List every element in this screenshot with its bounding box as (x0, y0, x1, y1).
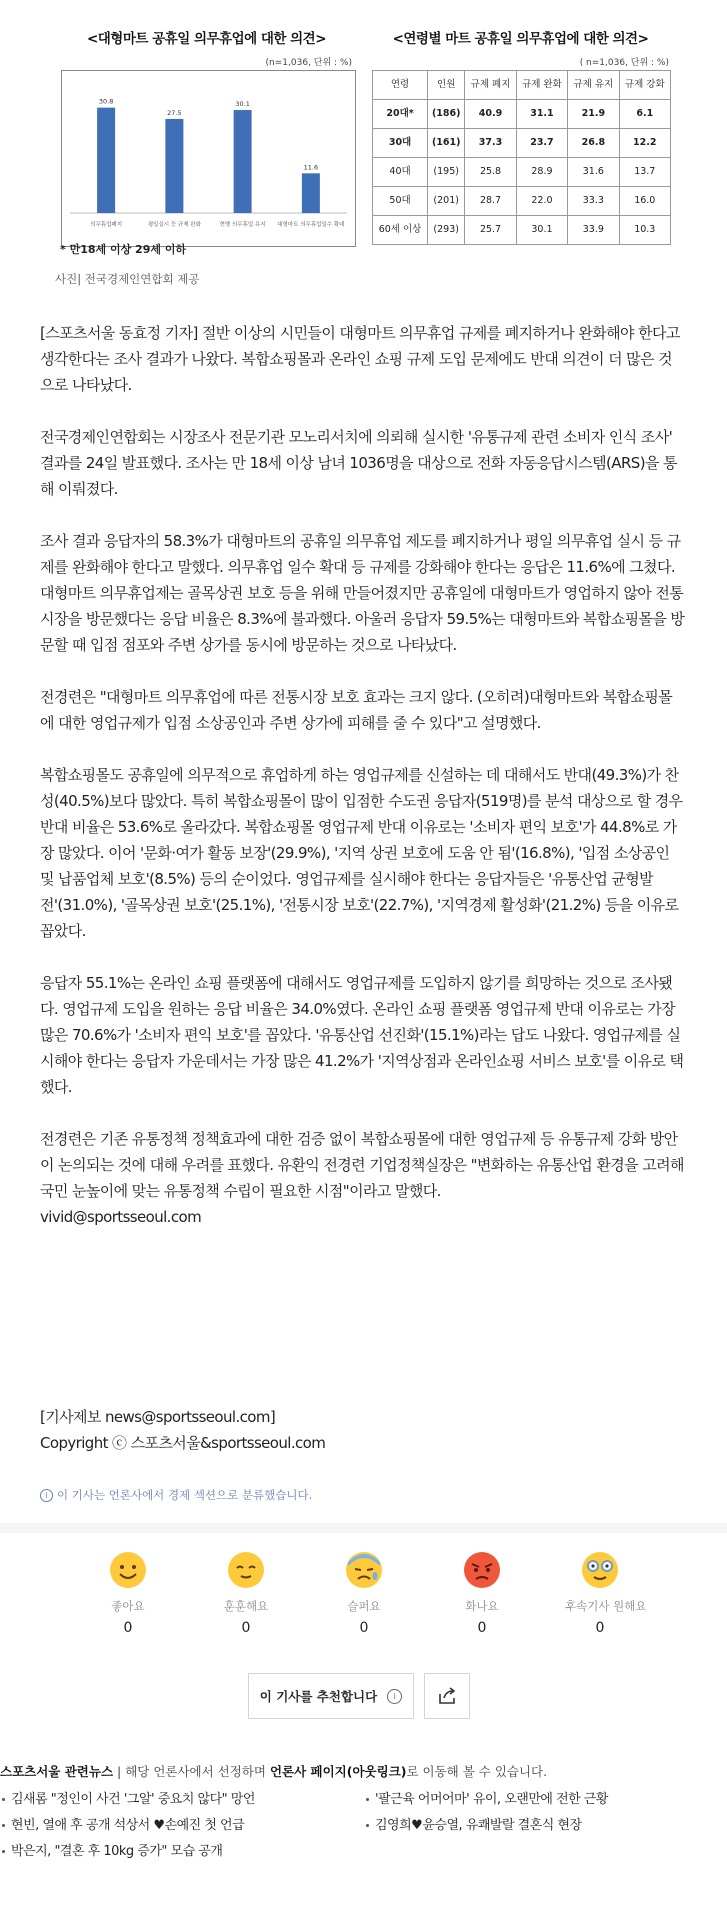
chart-category-label: 대형마트 의무휴업일수 확대 (277, 222, 345, 228)
chart-bar (234, 110, 252, 213)
table-cell: 37.3 (465, 129, 516, 158)
reaction-count: 0 (359, 1620, 369, 1636)
table-cell: (293) (428, 216, 465, 245)
age-opinion-table (372, 70, 671, 245)
chart-data-label: 30.8 (98, 97, 114, 106)
table-cell: 50대 (373, 187, 428, 216)
article-paragraph: 복합쇼핑몰도 공휴일에 의무적으로 휴업하게 하는 영업규제를 신설하는 데 대해서도 반대(49.3%)가 찬성(40.5%)보다 많았다. 특히 복합쇼핑몰이 많이 입점한 수도권 응답자(519명)를 분석 대상으로 할 경우 반대 비율은 53.6%로 올라갔다. 복합쇼핑몰 영업규제 반대 이유로는 '소비자 편익 보호'가 44.8%로 가장 많았다. 이어 '문화·여가 활동 보장'(29.9%), '지역 상권 보호에 도움 안 됨'(16.8%), '입점 소상공인 및 납품업체 보호'(8.5%) 등의 순이었다. 영업규제를 실시해야 한다는 응답자들은 '유통산업 균형발전'(31.0%), '골목상권 보호'(25.1%), '전통시장 보호'(22.7%), '지역경제 활성화'(21.2%) 등을 이유로 꼽았다. (40, 766, 683, 940)
news-tip: [기사제보 news@sportsseoul.com] (40, 1408, 276, 1426)
related-news-link[interactable]: 김새롬 "정인이 사건 '그알' 중요치 않다" 망언 (11, 1792, 255, 1807)
reaction-label: 훈훈해요 (223, 1599, 269, 1613)
article-paragraph: 전국경제인연합회는 시장조사 전문기관 모노리서치에 의뢰해 실시한 '유통규제 관련 소비자 인식 조사' 결과를 24일 발표했다. 조사는 만 18세 이상 남녀 1036명을 대상으로 전화 자동응답시스템(ARS)을 통해 이뤄졌다. (40, 428, 677, 498)
table-row (373, 129, 671, 158)
chart-bar (302, 173, 320, 213)
related-news-title: 스포츠서울 관련뉴스 (0, 1764, 114, 1779)
photo-caption: 사진| 전국경제인연합회 제공 (55, 272, 200, 286)
table-cell: 22.0 (516, 187, 567, 216)
figure-note: * 만18세 이상 29세 이하 (60, 243, 187, 256)
table-title: <연령별 마트 공휴일 의무휴업에 대한 의견> (392, 31, 649, 47)
bullet-icon (366, 1798, 369, 1801)
chart-title: <대형마트 공휴일 의무휴업에 대한 의견> (86, 31, 327, 47)
table-header-cell: 규제 폐지 (465, 71, 516, 100)
reaction-follow-up[interactable] (565, 1550, 647, 1636)
chart-category-label: 현행 의무휴업 유지 (219, 222, 266, 228)
info-icon: i (40, 1489, 53, 1502)
chart-bar (165, 119, 183, 213)
angry-face-icon (462, 1550, 502, 1590)
table-cell: (201) (428, 187, 465, 216)
reaction-bar (93, 1550, 653, 1640)
table-row (373, 100, 671, 129)
bullet-icon (2, 1824, 5, 1827)
table-cell: 23.7 (516, 129, 567, 158)
related-news-desc-tail: 로 이동해 볼 수 있습니다. (406, 1764, 548, 1779)
related-news-desc: | 해당 언론사에서 선정하며 (117, 1764, 270, 1779)
table-cell: 25.8 (465, 158, 516, 187)
chart-svg (62, 71, 355, 246)
table-cell: 25.7 (465, 216, 516, 245)
bullet-icon (2, 1798, 5, 1801)
copyright: Copyright ⓒ 스포츠서울&sportsseoul.com (40, 1434, 326, 1452)
section-divider (0, 1523, 727, 1533)
reaction-count: 0 (123, 1620, 133, 1636)
table-header-cell: 규제 강화 (619, 71, 670, 100)
chart-data-label: 11.6 (303, 163, 319, 172)
chart-frame (61, 70, 356, 247)
related-news-header (0, 1762, 547, 1780)
reaction-sad[interactable] (329, 1550, 399, 1636)
table-cell: 31.1 (516, 100, 567, 129)
table-row (373, 158, 671, 187)
table-cell: 13.7 (619, 158, 670, 187)
table-header-cell: 규제 유지 (568, 71, 619, 100)
opinion-bar-chart (55, 27, 358, 247)
article-contact (40, 1404, 325, 1456)
reaction-count: 0 (595, 1620, 605, 1636)
glasses-face-icon (580, 1550, 620, 1590)
press-page-link[interactable]: 언론사 페이지(아웃링크) (269, 1764, 407, 1779)
recommend-row (248, 1673, 470, 1719)
like-face-icon (108, 1550, 148, 1590)
reaction-label: 슬퍼요 (347, 1599, 381, 1613)
article-paragraph: 응답자 55.1%는 온라인 쇼핑 플랫폼에 대해서도 영업규제를 도입하지 않기를 희망하는 것으로 조사됐다. 영업규제 도입을 원하는 응답 비율은 34.0%였다. 온라인 쇼핑 플랫폼 영업규제 반대 이유로는 가장 많은 70.6%가 '소비자 편익 보호'를 꼽았다. '유통산업 선진화'(15.1%)라는 답도 나왔다. 영업규제를 실시해야 한다는 응답자 가운데서는 가장 많은 41.2%가 '지역상점과 온라인쇼핑 서비스 보호'를 이유로 택했다. (40, 974, 684, 1096)
article-paragraph: 전경련은 "대형마트 의무휴업에 따른 전통시장 보호 효과는 크지 않다. (오히려)대형마트와 복합쇼핑몰에 대한 영업규제가 입점 소상공인과 주변 상가에 피해를 줄 수 있다"고 설명했다. (40, 688, 673, 732)
article-paragraph: 조사 결과 응답자의 58.3%가 대형마트의 공휴일 의무휴업 제도를 폐지하거나 평일 의무휴업 실시 등 규제를 완화해야 한다고 말했다. 의무휴업 일수 확대 등 규제를 강화해야 한다는 응답은 11.6%에 그쳤다. 대형마트 의무휴업제는 골목상권 보호 등을 위해 만들어졌지만 공휴일에 대형마트가 영업하지 않아 전통시장을 방문했다는 응답 비율은 8.3%에 불과했다. 아울러 응답자 59.5%는 대형마트와 복합쇼핑몰을 방문할 때 입점 점포와 주변 상가를 동시에 방문하는 것으로 나타났다. (40, 532, 685, 654)
bullet-icon (2, 1850, 5, 1853)
table-cell: 28.7 (465, 187, 516, 216)
related-news-link[interactable]: '팔근육 어머어마' 유이, 오랜만에 전한 근황 (375, 1792, 608, 1807)
share-button[interactable] (424, 1673, 470, 1719)
reaction-label: 후속기사 원해요 (565, 1599, 647, 1613)
chart-data-label: 27.5 (167, 108, 182, 117)
info-icon[interactable]: i (387, 1689, 402, 1704)
related-news-link[interactable]: 김영희♥윤승열, 유쾌발랄 결혼식 현장 (375, 1818, 582, 1833)
table-cell: 40.9 (465, 100, 516, 129)
chart-subtitle: (n=1,036, 단위 : %) (265, 58, 352, 68)
chart-bar (97, 108, 115, 213)
table-cell: (195) (428, 158, 465, 187)
reporter-email[interactable]: vivid@sportsseoul.com (40, 1208, 202, 1226)
related-news-item[interactable] (366, 1814, 582, 1833)
reaction-warm[interactable] (211, 1550, 281, 1636)
table-cell: 28.9 (516, 158, 567, 187)
table-cell: 12.2 (619, 129, 670, 158)
table-row (373, 187, 671, 216)
article-body (40, 320, 685, 1230)
table-header-cell: 인원 (428, 71, 465, 100)
related-news-link[interactable]: 현빈, 열애 후 공개 석상서 ♥손예진 첫 언급 (11, 1818, 245, 1833)
bullet-icon (366, 1824, 369, 1827)
table-cell: 31.6 (568, 158, 619, 187)
chart-category-label: 평일실시 등 규제 완화 (147, 222, 201, 228)
chart-category-label: 의무휴업폐지 (90, 222, 123, 228)
table-cell: 40대 (373, 158, 428, 187)
table-cell: 26.8 (568, 129, 619, 158)
reaction-count: 0 (241, 1620, 251, 1636)
related-news-item[interactable] (2, 1840, 222, 1859)
recommend-button[interactable] (248, 1673, 414, 1719)
classify-text: 이 기사는 언론사에서 경제 섹션으로 분류했습니다. (57, 1488, 313, 1502)
age-opinion-table-box (368, 27, 673, 247)
related-news-item[interactable] (2, 1788, 255, 1807)
table-cell: 33.9 (568, 216, 619, 245)
table-header-row (373, 71, 671, 100)
table-cell: (161) (428, 129, 465, 158)
table-cell: (186) (428, 100, 465, 129)
table-cell: 30.1 (516, 216, 567, 245)
sad-face-icon (344, 1550, 384, 1590)
recommend-label: 이 기사를 추천합니다 (259, 1689, 378, 1704)
reaction-count: 0 (477, 1620, 487, 1636)
table-cell: 21.9 (568, 100, 619, 129)
table-row (373, 216, 671, 245)
table-cell: 33.3 (568, 187, 619, 216)
table-header-cell: 규제 완화 (516, 71, 567, 100)
related-news-link[interactable]: 박은지, "결혼 후 10kg 증가" 모습 공개 (11, 1844, 223, 1859)
related-news-item[interactable] (366, 1788, 608, 1807)
table-cell: 60세 이상 (373, 216, 428, 245)
reaction-like[interactable] (93, 1550, 163, 1636)
table-subtitle: ( n=1,036, 단위 : %) (579, 58, 669, 68)
related-news-item[interactable] (2, 1814, 244, 1833)
table-header-cell: 연령 (373, 71, 428, 100)
table-cell: 16.0 (619, 187, 670, 216)
table-cell: 20대* (373, 100, 428, 129)
table-cell: 10.3 (619, 216, 670, 245)
article-paragraph: 전경련은 기존 유통정책 정책효과에 대한 검증 없이 복합쇼핑몰에 대한 영업규제 등 유통규제 강화 방안이 논의되는 것에 대해 우려를 표했다. 유환익 전경련 기업정책실장은 "변화하는 유통산업 환경을 고려해 국민 눈높이에 맞는 유통정책 수립이 필요한 시점"이라고 말했다. (40, 1130, 684, 1200)
share-icon (436, 1685, 458, 1707)
section-classify-note (40, 1487, 312, 1503)
warm-face-icon (226, 1550, 266, 1590)
article-paragraph: [스포츠서울 동효정 기자] 절반 이상의 시민들이 대형마트 의무휴업 규제를 폐지하거나 완화해야 한다고 생각한다는 조사 결과가 나왔다. 복합쇼핑몰과 온라인 쇼핑 규제 도입 문제에도 반대 의견이 더 많은 것으로 나타났다. (40, 324, 680, 394)
table-cell: 6.1 (619, 100, 670, 129)
reaction-angry[interactable] (447, 1550, 517, 1636)
article-figure (55, 27, 673, 249)
chart-data-label: 30.1 (235, 100, 250, 109)
reaction-label: 좋아요 (111, 1599, 145, 1613)
table-cell: 30대 (373, 129, 428, 158)
reaction-label: 화나요 (465, 1599, 499, 1613)
